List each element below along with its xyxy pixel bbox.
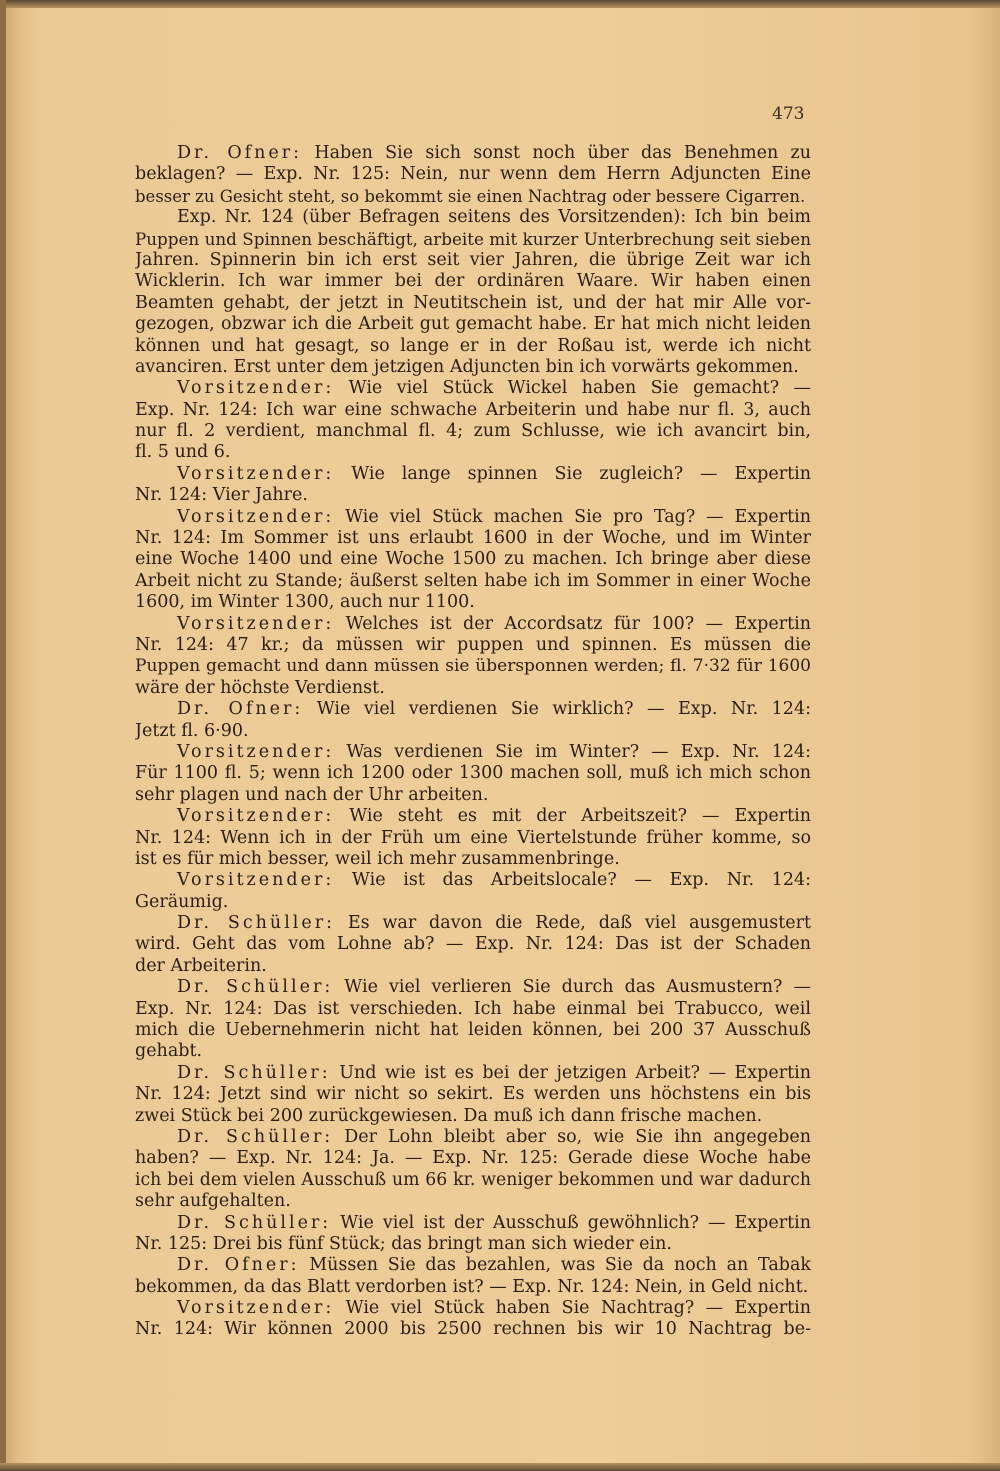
text-line bbox=[135, 421, 811, 442]
line-text: Haben Sie sich sonst noch über das Benehmen zu bbox=[314, 143, 811, 163]
text-line bbox=[135, 271, 811, 292]
line-text: ist es für mich besser, weil ich mehr zusammenbringe. bbox=[135, 848, 620, 869]
text-line bbox=[135, 1063, 811, 1084]
line-text: Nr. 124: Im Sommer ist uns erlaubt 1600 in der Woche, und im Winter bbox=[135, 528, 811, 549]
paragraph bbox=[135, 806, 811, 870]
text-line bbox=[135, 549, 811, 570]
speaker-name: Vorsitzender: bbox=[177, 378, 335, 399]
line-text: Was verdienen Sie im Winter? — Exp. Nr. 124: bbox=[346, 741, 811, 762]
text-line bbox=[135, 870, 811, 891]
text-line bbox=[135, 336, 811, 357]
paragraph bbox=[135, 977, 811, 1063]
line-text: nur fl. 2 verdient, manchmal fl. 4; zum Schlusse, wie ich avancirt bin, bbox=[135, 421, 811, 442]
line-text: mich die Uebernehmerin nicht hat leiden können, bei 200 37 Ausschuß bbox=[135, 1020, 811, 1041]
text-line bbox=[135, 763, 811, 784]
speaker-name: Vorsitzender: bbox=[177, 463, 335, 484]
text-line bbox=[135, 635, 811, 656]
text-line bbox=[135, 1191, 811, 1212]
paragraph bbox=[135, 464, 811, 507]
text-line bbox=[135, 1106, 811, 1127]
text-line bbox=[135, 1319, 811, 1340]
paragraph bbox=[135, 1127, 811, 1213]
line-text: sehr aufgehalten. bbox=[135, 1191, 291, 1212]
text-line bbox=[135, 1020, 811, 1041]
text-line bbox=[135, 528, 811, 549]
line-text: fl. 5 und 6. bbox=[135, 442, 231, 463]
speaker-name: Dr. Schüller: bbox=[177, 1126, 334, 1147]
text-line bbox=[135, 1041, 811, 1062]
line-text: Puppen gemacht und dann müssen sie übersponnen werden; fl. 7·32 für 1600 bbox=[135, 656, 811, 677]
paragraph bbox=[135, 1063, 811, 1127]
text-line bbox=[135, 892, 811, 913]
line-text: Müssen Sie das bezahlen, was Sie da noch an Tabak bbox=[309, 1255, 811, 1276]
line-text: beklagen? — Exp. Nr. 125: Nein, nur wenn dem Herrn Adjuncten Eine bbox=[135, 164, 811, 185]
text-line bbox=[135, 1298, 811, 1319]
text-line bbox=[135, 571, 811, 592]
paragraph bbox=[135, 1255, 811, 1298]
text-line bbox=[135, 999, 811, 1020]
line-text: Wie steht es mit der Arbeitszeit? — Expertin bbox=[349, 806, 811, 827]
text-line bbox=[135, 592, 811, 613]
text-line bbox=[135, 464, 811, 485]
text-line bbox=[135, 656, 811, 677]
line-text: Welches ist der Accordsatz für 100? — Expertin bbox=[345, 613, 811, 634]
line-text: Exp. Nr. 124: Das ist verschieden. Ich habe einmal bei Trabucco, weil bbox=[135, 998, 811, 1019]
text-line bbox=[135, 485, 811, 506]
line-text: haben? — Exp. Nr. 124: Ja. — Exp. Nr. 125: Gerade diese Woche habe bbox=[135, 1148, 811, 1169]
line-text: Arbeit nicht zu Stande; äußerst selten habe ich im Sommer in einer Woche bbox=[135, 570, 811, 591]
speaker-name: Dr. Schüller: bbox=[177, 1212, 332, 1233]
line-text: können und hat gesagt, so lange er in der Roßau ist, werde ich nicht bbox=[135, 335, 811, 356]
line-text: Nr. 124: Jetzt sind wir nicht so sekirt. Es werden uns höchstens ein bis bbox=[135, 1084, 811, 1105]
text-line bbox=[135, 186, 811, 207]
speaker-name: Dr. Schüller: bbox=[177, 913, 336, 934]
text-line bbox=[135, 1148, 811, 1169]
text-line bbox=[135, 956, 811, 977]
line-text: Wie viel Stück haben Sie Nachtrag? — Expertin bbox=[345, 1298, 811, 1319]
text-line bbox=[135, 849, 811, 870]
text-line bbox=[135, 357, 811, 378]
page-number: 473 bbox=[772, 104, 805, 124]
speaker-name: Dr. Ofner: bbox=[177, 143, 303, 163]
text-line bbox=[135, 1277, 811, 1298]
speaker-name: Vorsitzender: bbox=[177, 1298, 335, 1319]
paragraph bbox=[135, 507, 811, 614]
text-line bbox=[135, 229, 811, 250]
speaker-name: Vorsitzender: bbox=[177, 741, 335, 762]
line-text: Der Lohn bleibt aber so, wie Sie ihn angegeben bbox=[344, 1126, 811, 1147]
line-text: wird. Geht das vom Lohne ab? — Exp. Nr. 124: Das ist der Schaden bbox=[135, 934, 811, 955]
line-text: Exp. Nr. 124: Ich war eine schwache Arbeiterin und habe nur fl. 3, auch bbox=[135, 399, 811, 420]
paragraph bbox=[135, 207, 811, 378]
line-text: Wie viel verlieren Sie durch das Ausmustern? — bbox=[344, 977, 811, 998]
line-text: Wie viel Stück Wickel haben Sie gemacht? — bbox=[348, 378, 811, 399]
text-line bbox=[135, 828, 811, 849]
speaker-name: Vorsitzender: bbox=[177, 506, 335, 527]
text-line bbox=[135, 400, 811, 421]
text-line bbox=[135, 721, 811, 742]
line-text: Nr. 124: Wenn ich in der Früh um eine Viertelstunde früher komme, so bbox=[135, 827, 811, 848]
line-text: Jetzt fl. 6·90. bbox=[135, 720, 249, 741]
paragraph bbox=[135, 143, 811, 207]
speaker-name: Vorsitzender: bbox=[177, 870, 335, 891]
line-text: gehabt. bbox=[135, 1041, 203, 1062]
text-line bbox=[135, 207, 811, 228]
page-top-edge bbox=[0, 0, 1000, 8]
body-text bbox=[135, 143, 811, 1341]
paragraph bbox=[135, 870, 811, 913]
line-text: Jahren. Spinnerin bin ich erst seit vier Jahren, die übrige Zeit war ich bbox=[135, 249, 811, 270]
line-text: besser zu Gesicht steht, so bekommt sie einen Nachtrag oder bessere Cigarren. bbox=[135, 186, 806, 206]
line-text: wäre der höchste Verdienst. bbox=[135, 677, 385, 698]
text-line bbox=[135, 442, 811, 463]
speaker-name: Dr. Schüller: bbox=[177, 977, 334, 998]
text-line bbox=[135, 293, 811, 314]
paragraph bbox=[135, 742, 811, 806]
paragraph bbox=[135, 614, 811, 700]
line-text: eine Woche 1400 und eine Woche 1500 zu machen. Ich bringe aber diese bbox=[135, 549, 811, 570]
line-text: Und wie ist es bei der jetzigen Arbeit? — Expertin bbox=[339, 1062, 811, 1083]
page-bottom-edge bbox=[0, 1463, 1000, 1471]
line-text: Geräumig. bbox=[135, 891, 229, 912]
text-line bbox=[135, 934, 811, 955]
line-text: Nr. 124: 47 kr.; da müssen wir puppen und spinnen. Es müssen die bbox=[135, 634, 811, 655]
paragraph bbox=[135, 913, 811, 977]
text-line bbox=[135, 1213, 811, 1234]
text-line bbox=[135, 977, 811, 998]
line-text: Wie viel Stück machen Sie pro Tag? — Expertin bbox=[345, 506, 811, 527]
speaker-name: Vorsitzender: bbox=[177, 806, 335, 827]
line-text: Beamten gehabt, der jetzt in Neutitschein ist, und der hat mir Alle vor- bbox=[135, 292, 811, 313]
text-line bbox=[135, 699, 811, 720]
text-line bbox=[135, 164, 811, 185]
line-text: Es war davon die Rede, daß viel ausgemustert bbox=[347, 913, 811, 934]
line-text: Wie lange spinnen Sie zugleich? — Expertin bbox=[351, 463, 811, 484]
paragraph bbox=[135, 378, 811, 464]
line-text: der Arbeiterin. bbox=[135, 955, 267, 976]
text-line bbox=[135, 742, 811, 763]
line-text: Nr. 124: Wir können 2000 bis 2500 rechnen bis wir 10 Nachtrag be- bbox=[135, 1319, 811, 1340]
line-text: zwei Stück bei 200 zurückgewiesen. Da muß ich dann frische machen. bbox=[135, 1105, 763, 1126]
page-binding-edge bbox=[0, 0, 6, 1471]
line-text: Wie viel ist der Ausschuß gewöhnlich? — Expertin bbox=[340, 1212, 811, 1233]
line-text: bekommen, da das Blatt verdorben ist? — Exp. Nr. 124: Nein, in Geld nicht. bbox=[135, 1276, 809, 1297]
line-text: Nr. 124: Vier Jahre. bbox=[135, 485, 308, 506]
line-text: 1600, im Winter 1300, auch nur 1100. bbox=[135, 592, 475, 613]
text-line bbox=[135, 913, 811, 934]
text-line bbox=[135, 1170, 811, 1191]
line-text: sehr plagen und nach der Uhr arbeiten. bbox=[135, 784, 489, 805]
paragraph bbox=[135, 1213, 811, 1256]
text-line bbox=[135, 1234, 811, 1255]
line-text: Nr. 125: Drei bis fünf Stück; das bringt man sich wieder ein. bbox=[135, 1233, 672, 1254]
text-line bbox=[135, 678, 811, 699]
paragraph bbox=[135, 1298, 811, 1341]
line-text: ich bei dem vielen Ausschuß um 66 kr. weniger bekommen und war dadurch bbox=[135, 1169, 811, 1190]
text-line bbox=[135, 143, 811, 164]
text-line bbox=[135, 250, 811, 271]
speaker-name: Vorsitzender: bbox=[177, 613, 335, 634]
text-line bbox=[135, 1255, 811, 1276]
text-line bbox=[135, 785, 811, 806]
text-line bbox=[135, 507, 811, 528]
line-text: Für 1100 fl. 5; wenn ich 1200 oder 1300 machen soll, muß ich mich schon bbox=[135, 763, 811, 784]
speaker-name: Dr. Ofner: bbox=[177, 699, 304, 720]
text-line bbox=[135, 378, 811, 399]
line-text: Wicklerin. Ich war immer bei der ordinären Waare. Wir haben einen bbox=[135, 271, 811, 292]
text-line bbox=[135, 314, 811, 335]
speaker-name: Dr. Ofner: bbox=[177, 1255, 300, 1276]
text-line bbox=[135, 1127, 811, 1148]
paragraph bbox=[135, 699, 811, 742]
text-line bbox=[135, 806, 811, 827]
text-line bbox=[135, 1084, 811, 1105]
line-text: gezogen, obzwar ich die Arbeit gut gemacht habe. Er hat mich nicht leiden bbox=[135, 314, 811, 335]
line-text: Exp. Nr. 124 (über Befragen seitens des Vorsitzenden): Ich bin beim bbox=[177, 207, 811, 228]
text-line bbox=[135, 614, 811, 635]
line-text: Puppen und Spinnen beschäftigt, arbeite mit kurzer Unterbrechung seit sieben bbox=[135, 228, 811, 249]
speaker-name: Dr. Schüller: bbox=[177, 1062, 331, 1083]
line-text: avanciren. Erst unter dem jetzigen Adjuncten bin ich vorwärts gekommen. bbox=[135, 356, 799, 377]
line-text: Wie viel verdienen Sie wirklich? — Exp. Nr. 124: bbox=[316, 699, 811, 720]
line-text: Wie ist das Arbeitslocale? — Exp. Nr. 124: bbox=[351, 870, 811, 891]
